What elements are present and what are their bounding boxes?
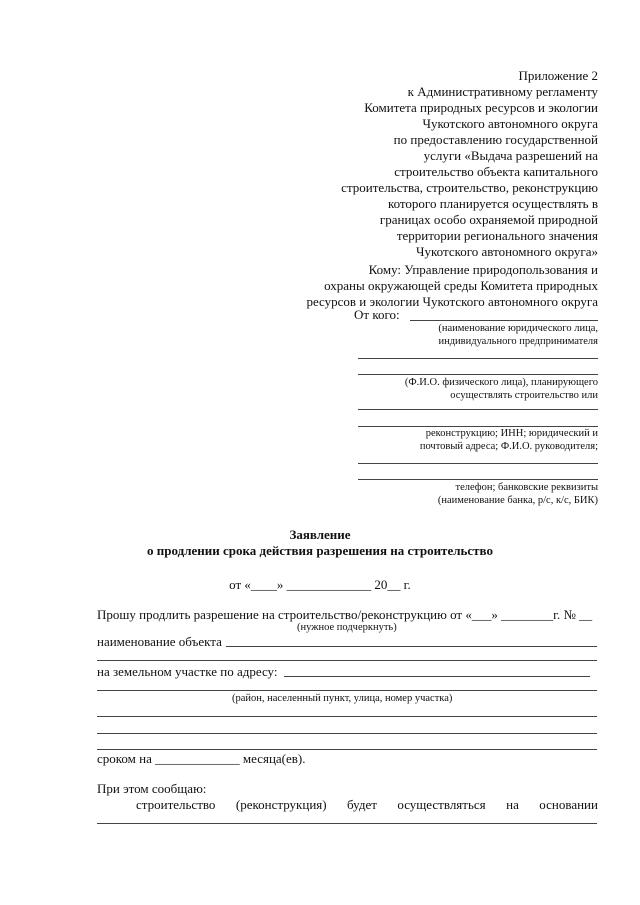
appendix-line: Чукотского автономного округа — [422, 116, 598, 131]
term-text: сроком на _____________ месяца(ев). — [97, 751, 306, 766]
hint-line: телефон; банковские реквизиты — [455, 482, 598, 493]
address-hint: (район, населенный пункт, улица, номер участка) — [232, 693, 453, 704]
address-field-2[interactable] — [97, 690, 597, 691]
hint-line: реконструкцию; ИНН; юридический и — [425, 428, 598, 439]
addressee-line: ресурсов и экологии Чукотского автономного округа — [306, 294, 598, 309]
object-label: наименование объекта — [97, 634, 222, 649]
appendix-line: строительство объекта капитального — [394, 164, 598, 179]
inform-text: При этом сообщаю: — [97, 781, 207, 796]
address-field[interactable] — [284, 676, 590, 677]
sender-field-5[interactable] — [358, 463, 598, 464]
hint-line: (Ф.И.О. физического лица), планирующего — [404, 377, 598, 388]
from-label: От кого: — [354, 307, 400, 322]
addressee-line: охраны окружающей среды Комитета природных — [324, 278, 598, 293]
basis-word: будет — [347, 797, 377, 812]
appendix-line: по предоставлению государственной — [393, 132, 598, 147]
request-hint: (нужное подчеркнуть) — [297, 622, 397, 633]
sender-field-2[interactable] — [358, 374, 598, 375]
sender-field-1[interactable] — [358, 358, 598, 359]
basis-sentence — [136, 797, 598, 813]
doc-title: Заявление — [289, 527, 351, 542]
hint-line: почтовый адреса; Ф.И.О. руководителя; — [419, 441, 598, 452]
object-field[interactable] — [226, 646, 597, 647]
sender-hint — [420, 427, 598, 453]
sender-hint — [438, 322, 598, 348]
from-field[interactable] — [410, 320, 598, 321]
appendix-line: которого планируется осуществлять в — [387, 196, 598, 211]
address-label: на земельном участке по адресу: — [97, 664, 278, 679]
addressee-block — [306, 262, 598, 310]
appendix-line: территории регионального значения — [396, 228, 598, 243]
appendix-line: Приложение 2 — [518, 68, 598, 83]
basis-word: осуществляться — [397, 797, 486, 812]
appendix-block — [341, 68, 598, 260]
sender-field-3[interactable] — [358, 409, 598, 410]
doc-subtitle: о продлении срока действия разрешения на строительство — [147, 543, 493, 558]
addressee-line: Кому: Управление природопользования и — [368, 262, 598, 277]
appendix-line: строительства, строительство, реконструкцию — [341, 180, 598, 195]
basis-field[interactable] — [97, 823, 597, 824]
object-field-2[interactable] — [97, 660, 597, 661]
sender-hint — [438, 481, 598, 507]
appendix-line: услуги «Выдача разрешений на — [423, 148, 598, 163]
hint-line: (наименование банка, р/с, к/с, БИК) — [437, 495, 598, 506]
hint-line: индивидуального предпринимателя — [438, 336, 598, 347]
basis-word: (реконструкция) — [235, 797, 327, 812]
sender-field-6[interactable] — [358, 479, 598, 480]
hint-line: осуществлять строительство или — [450, 390, 598, 401]
hint-line: (наименование юридического лица, — [438, 323, 598, 334]
appendix-line: Чукотского автономного округа» — [416, 244, 598, 259]
sender-hint — [405, 376, 598, 402]
basis-word: на — [506, 797, 519, 812]
basis-word: строительство — [136, 797, 216, 812]
appendix-line: к Административному регламенту — [407, 84, 598, 99]
address-field-3[interactable] — [97, 716, 597, 717]
date-line: от «____» _____________ 20__ г. — [229, 577, 411, 592]
basis-word: основании — [539, 797, 598, 812]
address-field-5[interactable] — [97, 749, 597, 750]
request-text: Прошу продлить разрешение на строительство/реконструкцию от «___» ________г. № __ — [97, 607, 593, 622]
appendix-line: Комитета природных ресурсов и экологии — [364, 100, 598, 115]
appendix-line: границах особо охраняемой природной — [379, 212, 598, 227]
address-field-4[interactable] — [97, 733, 597, 734]
